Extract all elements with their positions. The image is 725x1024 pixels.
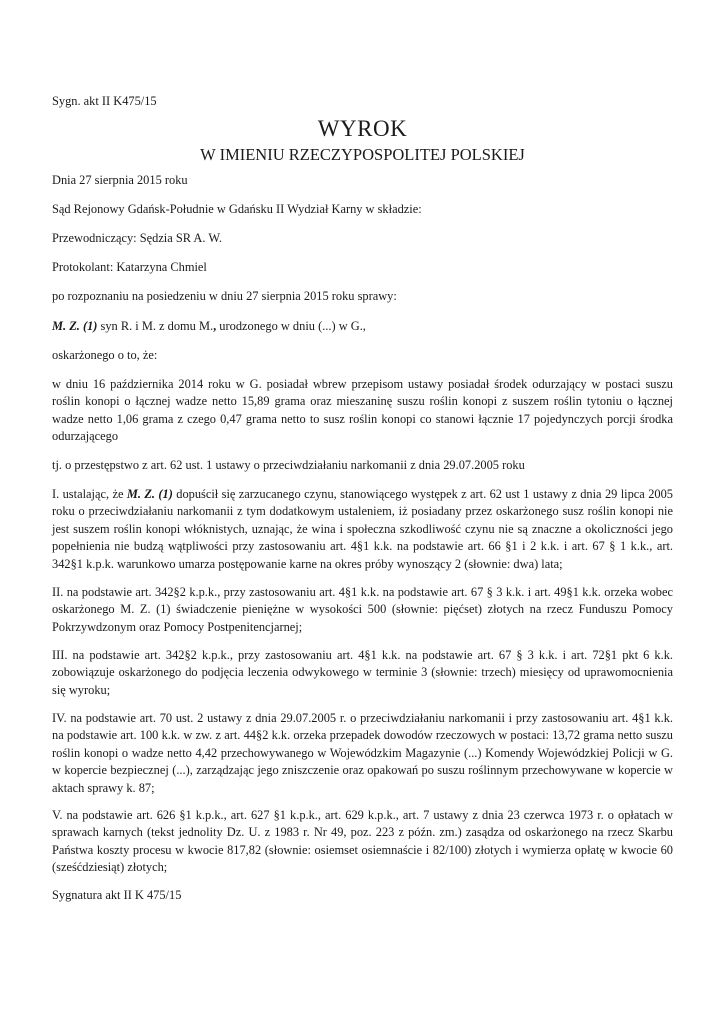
defendant-details-b: urodzonego w dniu (...) w G., [216,319,366,333]
presiding-judge: Przewodniczący: Sędzia SR A. W. [52,231,222,245]
verdict-item-1-name: M. Z. (1) [126,487,173,501]
verdict-item-1-text: dopuścił się zarzucanego czynu, stanowiącego występek z art. 62 ust 1 ustawy z dnia 29 lipca 2005 roku o przeciwdziałaniu narkomanii z tym dodatkowym ustaleniem, iż posiadany przez oskarżonego susz roślin konopi nie jest suszem roślin konopi włóknistych, uznając, że wina i społeczna szkodliwość czynu nie są znaczne a okoliczności jego popełnienia nie budzą wątpliwości przy zastosowaniu art. 4§1 k.k. na podstawie art. 66 §1 i 2 k.k. i art. 67 § 1 k.k., art. 342§1 k.p.k. warunkowo umarza postępowanie karne na okres próby wynoszący 2 (słownie: dwa) lata; [52,487,673,571]
case-signature-bottom: Sygnatura akt II K 475/15 [52,888,182,902]
case-signature-top: Sygn. akt II K475/15 [52,94,157,108]
court-composition: Sąd Rejonowy Gdańsk-Południe w Gdańsku II Wydział Karny w składzie: [52,202,422,216]
defendant-line [52,318,673,335]
accusation-intro: oskarżonego o to, że: [52,348,158,362]
hearing-info: po rozpoznaniu na posiedzeniu w dniu 27 sierpnia 2015 roku sprawy: [52,289,397,303]
verdict-item-5: V. na podstawie art. 626 §1 k.p.k., art. 627 §1 k.p.k., art. 629 k.p.k., art. 7 ustawy z dnia 23 czerwca 1973 r. o opłatach w sprawach karnych (tekst jednolity Dz. U. z 1983 r. Nr 49, poz. 223 z późn. zm.) zasądza od oskarżonego na rzecz Skarbu Państwa koszty procesu w kwocie 817,82 (słownie: osiemset osiemnaście i 82/100) złotych i wymierza opłatę w kwocie 60 (sześćdziesiąt) złotych; [52,808,673,875]
document-subtitle: W IMIENIU RZECZYPOSPOLITEJ POLSKIEJ [200,145,525,164]
court-clerk: Protokolant: Katarzyna Chmiel [52,260,207,274]
defendant-comma: , [213,319,217,333]
verdict-item-4: IV. na podstawie art. 70 ust. 2 ustawy z dnia 29.07.2005 r. o przeciwdziałaniu narkomanii i przy zastosowaniu art. 4§1 k.k. na podstawie art. 100 k.k. w zw. z art. 44§2 k.k. orzeka przepadek dowodów rzeczowych w postaci: 13,72 grama netto suszu roślin konopi o wadze netto 4,42 przechowywanego w Wojewódzkim Magazynie (...) Komendy Wojewódzkiej Policji w G. w kopercie bezpiecznej (...), zarządzając jego zniszczenie oraz opakowań po suszu roślinnym przechowywane w kopercie w aktach sprawy k. 87; [52,711,673,795]
verdict-item-1 [52,486,673,573]
document-title: WYROK [317,116,408,141]
verdict-item-3: III. na podstawie art. 342§2 k.p.k., przy zastosowaniu art. 4§1 k.k. na podstawie art. 67 § 3 k.k. i art. 72§1 pkt 6 k.k. zobowiązuje oskarżonego do podjęcia leczenia odwykowego w terminie 3 (słownie: trzech) miesięcy od uprawomocnienia się wyroku; [52,648,673,697]
verdict-item-2: II. na podstawie art. 342§2 k.p.k., przy zastosowaniu art. 4§1 k.k. na podstawie art. 67 § 3 k.k. i art. 49§1 k.k. orzeka wobec oskarżonego M. Z. (1) świadczenie pieniężne w wysokości 500 (słownie: pięćset) złotych na rzecz Funduszu Pomocy Pokrzywdzonym oraz Pomocy Postpenitencjarnej; [52,585,673,634]
judgment-date: Dnia 27 sierpnia 2015 roku [52,173,188,187]
verdict-item-1-prefix: I. ustalając, że [52,487,127,501]
charge-description: w dniu 16 października 2014 roku w G. posiadał wbrew przepisom ustawy posiadał środek odurzający w postaci suszu roślin konopi o łącznej wadze netto 15,89 grama oraz mieszaninę suszu roślin konopi z suszem roślin tytoniu o łącznej wadze netto 1,06 grama z czego 0,47 grama netto to susz roślin konopi co stanowi łącznie 17 pojedynczych porcji środka odurzającego [52,377,673,444]
legal-qualification: tj. o przestępstwo z art. 62 ust. 1 ustawy o przeciwdziałaniu narkomanii z dnia 29.07.2005 roku [52,458,525,472]
defendant-details-a: syn R. i M. z domu M. [97,319,214,333]
defendant-name: M. Z. (1) [52,319,98,333]
